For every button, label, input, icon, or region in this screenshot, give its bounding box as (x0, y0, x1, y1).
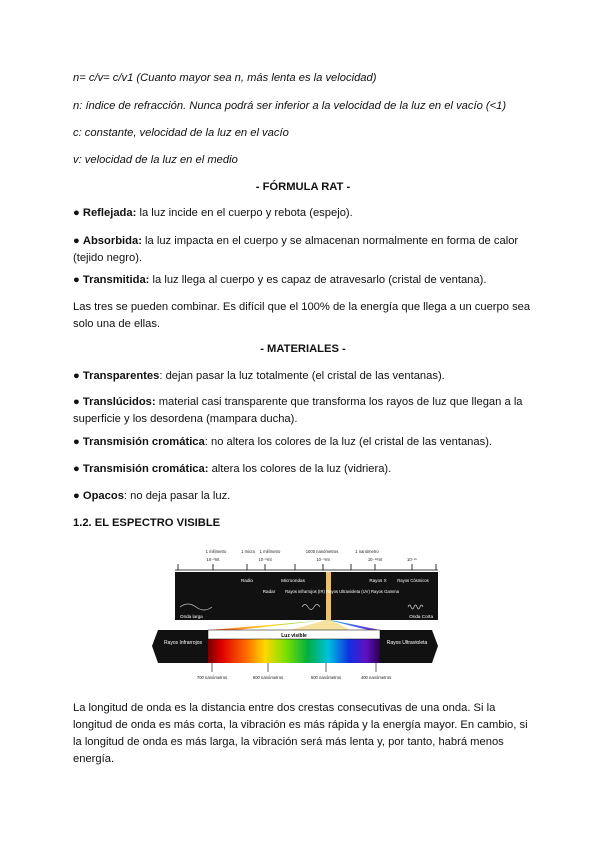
closing-paragraph: La longitud de onda es la distancia entre dos crestas consecutivas de una onda. Si la longitud de onda es más corta, la vibración es más rápida y la energía mayor. En cambio, si la longitud de onda es más larga, la vibración será más lenta y, por tanto, habrá menos energía. (73, 702, 528, 765)
visible-beam (326, 572, 331, 620)
scale-label-1nm: 1 nanómetro (355, 549, 379, 554)
scale-value-1: 10⁻³mt (206, 557, 220, 562)
definition-n: n= c/v= c/v1 (Cuanto mayor sea n, más lenta es la velocidad) (73, 72, 377, 84)
wavelength-500: 500 nanómetros (310, 675, 342, 680)
material-opacos: ● Opacos: no deja pasar la luz. (73, 490, 231, 502)
band-uv: Rayos Ultravioleta (UV) (326, 589, 370, 594)
section-title: 1.2. EL ESPECTRO VISIBLE (73, 517, 221, 529)
ultraviolet-box (380, 630, 438, 663)
bottom-ticks (212, 663, 376, 672)
rat-heading: - FÓRMULA RAT - (255, 181, 351, 193)
infrared-box (152, 630, 208, 663)
rat-note: Las tres se pueden combinar. Es difícil que el 100% de la energía que llega a un cuerpo sea solo una de ellas. (73, 301, 531, 330)
scale-label-1mm: 1 milímetro (205, 549, 227, 554)
scale-value-3: 10⁻⁹mt (316, 557, 330, 562)
spectrum-figure (150, 545, 450, 690)
definition-c: c: constante, velocidad de la luz en el vacío (73, 127, 289, 139)
onda-corta-label: Onda Corta (409, 614, 433, 619)
scale-label-1000nm: 1000 nanómetros (305, 549, 339, 554)
band-radio: Radio (240, 578, 254, 583)
scale-value-2: 10⁻⁶mt (258, 557, 272, 562)
definition-refraction: n: índice de refracción. Nunca podrá ser inferior a la velocidad de la luz en el vacío (<1) (73, 100, 507, 112)
rat-item-transmitida: ● Transmitida: la luz llega al cuerpo y es capaz de atravesarlo (cristal de ventana). (73, 274, 487, 286)
scale-label-1mm-b: 1 milímetro (259, 549, 281, 554)
scale-ticks (178, 564, 436, 570)
band-radar: Radar (262, 589, 276, 594)
scale-value-5: 10⁻¹⁵ (407, 557, 417, 562)
band-cosmicos: Rayos Cósmicos (397, 578, 429, 583)
rat-item-reflejada: ● Reflejada: la luz incide en el cuerpo y rebota (espejo). (73, 207, 353, 219)
band-gamma: Rayos Gamma (371, 589, 399, 594)
band-microondas: Microondas (281, 578, 305, 583)
onda-larga-label: Onda larga (180, 614, 203, 619)
definition-v: v: velocidad de la luz en el medio (73, 154, 238, 166)
ultraviolet-label: Rayos Ultravioleta (386, 640, 428, 646)
material-transmision-cromatica-1: ● Transmisión cromática: no altera los colores de la luz (el cristal de las ventanas). (73, 436, 493, 448)
band-ir: Rayos infrarrojos (IR) (285, 589, 325, 594)
material-transparentes: ● Transparentes: dejan pasar la luz totalmente (el cristal de las ventanas). (73, 370, 445, 382)
rat-item-absorbida: ● Absorbida: la luz impacta en el cuerpo y se almacenan normalmente en forma de calor (tejido negro). (73, 235, 519, 264)
scale-value-4: 10⁻¹²mt (367, 557, 383, 562)
wavelength-700: 700 nanómetros (196, 675, 228, 680)
materiales-heading: - MATERIALES - (260, 343, 346, 355)
infrared-label: Rayos Infrarrojos (163, 640, 203, 646)
luz-visible-label: Luz visible (281, 633, 307, 639)
scale-label-1micra: 1 micra (241, 549, 255, 554)
wavelength-400: 400 nanómetros (360, 675, 392, 680)
material-transmision-cromatica-2: ● Transmisión cromática: altera los colores de la luz (vidriera). (73, 463, 392, 475)
light-fan-center (290, 620, 350, 630)
material-translucidos: ● Translúcidos: material casi transparente que transforma los rayos de luz que llegan a la superficie y los desordena (mampara ducha). (73, 396, 523, 425)
wavelength-600: 600 nanómetros (252, 675, 284, 680)
band-x: Rayos X (369, 578, 387, 583)
